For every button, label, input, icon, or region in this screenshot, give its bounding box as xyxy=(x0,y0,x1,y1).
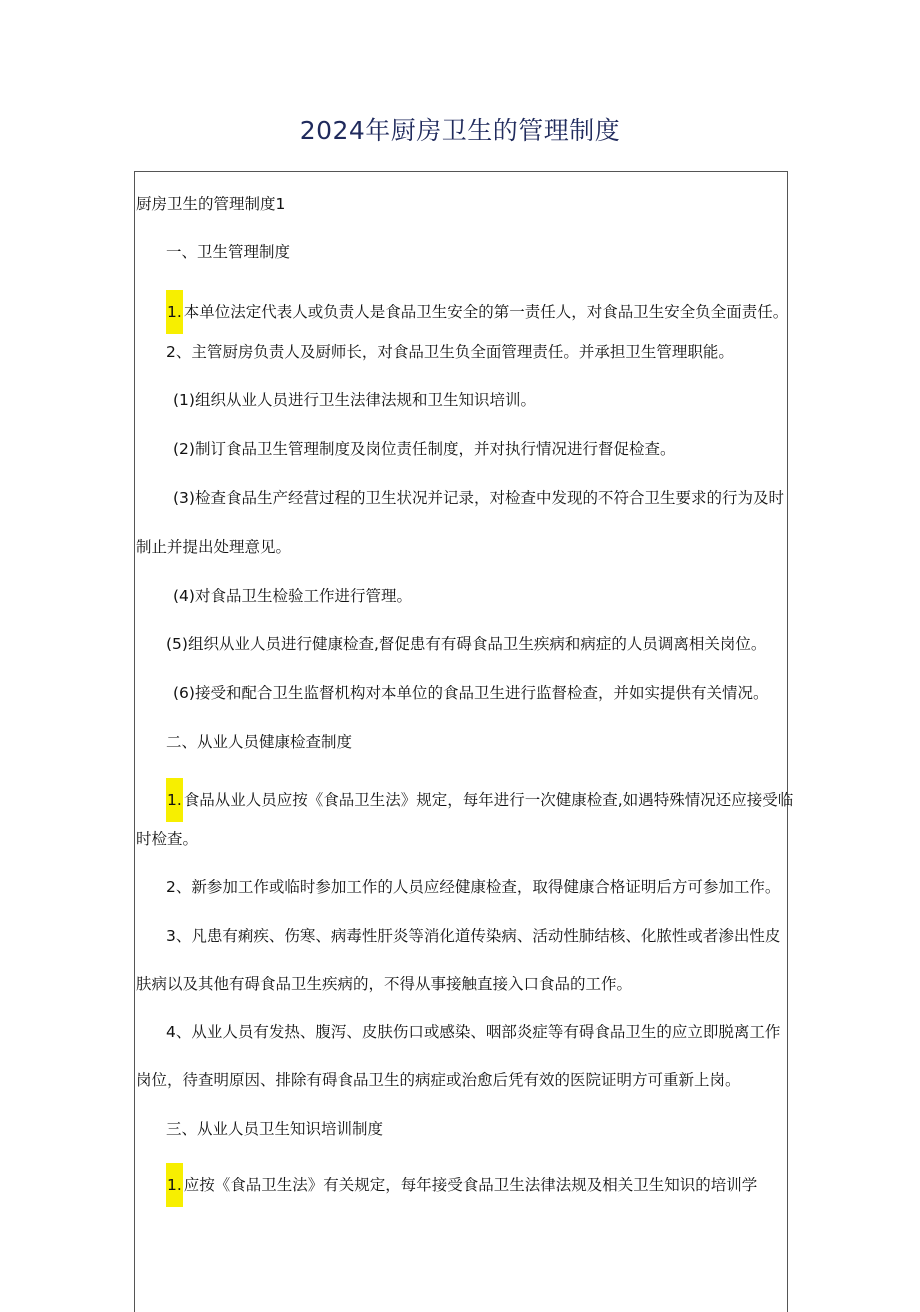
s1-sub-4: (4)对食品卫生检验工作进行管理。 xyxy=(173,587,412,605)
s3-item-1 xyxy=(166,1163,757,1207)
s2-item-3-line-1: 3、凡患有痢疾、伤寒、病毒性肝炎等消化道传染病、活动性肺结核、化脓性或者渗出性皮 xyxy=(166,927,781,945)
s2-item-2: 2、新参加工作或临时参加工作的人员应经健康检查，取得健康合格证明后方可参加工作。 xyxy=(166,878,781,896)
s3-item-1-text: 应按《食品卫生法》有关规定，每年接受食品卫生法律法规及相关卫生知识的培训学 xyxy=(183,1176,758,1194)
s2-item-1-line-2: 时检查。 xyxy=(136,830,199,848)
section-2-heading: 二、从业人员健康检查制度 xyxy=(166,733,353,751)
item-number-highlight: 1. xyxy=(166,290,183,334)
section-1-heading: 一、卫生管理制度 xyxy=(166,243,291,261)
s1-sub-3-line-1: (3)检查食品生产经营过程的卫生状况并记录，对检查中发现的不符合卫生要求的行为及时 xyxy=(173,489,784,507)
s2-item-1-line-1 xyxy=(166,778,793,822)
s2-item-1-text: 食品从业人员应按《食品卫生法》规定，每年进行一次健康检查,如遇特殊情况还应接受临 xyxy=(183,791,794,809)
s1-item-2: 2、主管厨房负责人及厨师长，对食品卫生负全面管理责任。并承担卫生管理职能。 xyxy=(166,343,734,361)
s2-item-3-line-2: 肤病以及其他有碍食品卫生疾病的，不得从事接触直接入口食品的工作。 xyxy=(136,975,633,993)
document-title: 2024年厨房卫生的管理制度 xyxy=(299,116,621,145)
s1-item-1 xyxy=(166,290,788,334)
subtitle: 厨房卫生的管理制度1 xyxy=(136,195,286,213)
s1-sub-2: (2)制订食品卫生管理制度及岗位责任制度，并对执行情况进行督促检查。 xyxy=(173,440,676,458)
s1-item-1-text: 本单位法定代表人或负责人是食品卫生安全的第一责任人，对食品卫生安全负全面责任。 xyxy=(183,303,789,321)
s1-sub-1: (1)组织从业人员进行卫生法律法规和卫生知识培训。 xyxy=(173,391,536,409)
s1-sub-5: (5)组织从业人员进行健康检查,督促患有有碍食品卫生疾病和病症的人员调离相关岗位。 xyxy=(166,635,767,653)
item-number-highlight: 1. xyxy=(166,1163,183,1207)
s2-item-4-line-1: 4、从业人员有发热、腹泻、皮肤伤口或感染、咽部炎症等有碍食品卫生的应立即脱离工作 xyxy=(166,1023,781,1041)
s1-sub-3-line-2: 制止并提出处理意见。 xyxy=(136,538,292,556)
s1-sub-6: (6)接受和配合卫生监督机构对本单位的食品卫生进行监督检查，并如实提供有关情况。 xyxy=(173,684,769,702)
s2-item-4-line-2: 岗位，待查明原因、排除有碍食品卫生的病症或治愈后凭有效的医院证明方可重新上岗。 xyxy=(136,1071,741,1089)
item-number-highlight: 1. xyxy=(166,778,183,822)
section-3-heading: 三、从业人员卫生知识培训制度 xyxy=(166,1120,384,1138)
